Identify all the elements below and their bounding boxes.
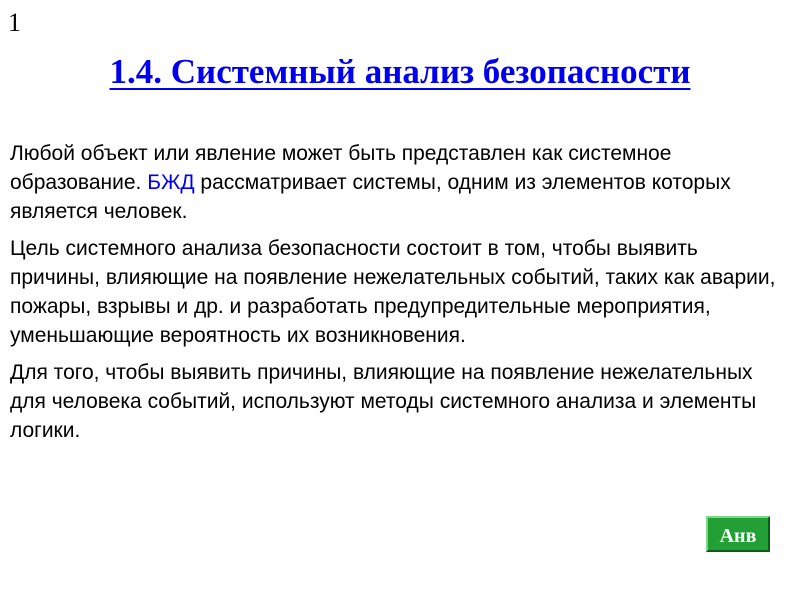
slide-content xyxy=(10,139,792,453)
bzhd-abbreviation: БЖД xyxy=(147,171,195,194)
paragraph-1 xyxy=(10,139,792,226)
paragraph-2: Цель системного анализа безопасности состоит в том, чтобы выявить причины, влияющие на появление нежелательных событий, таких как аварии, пожары, взрывы и др. и разработать предупредительные мероприятия, уменьшающие вероятность их возникновения. xyxy=(10,237,776,347)
slide-title[interactable]: 1.4. Системный анализ безопасности xyxy=(109,52,691,91)
slide-number: 1 xyxy=(8,8,21,37)
paragraph-1-after: рассматривает системы, одним из элементов которых является человек. xyxy=(10,171,731,223)
paragraph-1-before: Любой объект или явление может быть представлен как системное образование. xyxy=(10,142,672,194)
anv-nav-button[interactable]: Анв xyxy=(706,516,770,552)
paragraph-3: Для того, чтобы выявить причины, влияющие на появление нежелательных для человека событий, используют методы системного анализа и элементы логики. xyxy=(10,361,757,442)
